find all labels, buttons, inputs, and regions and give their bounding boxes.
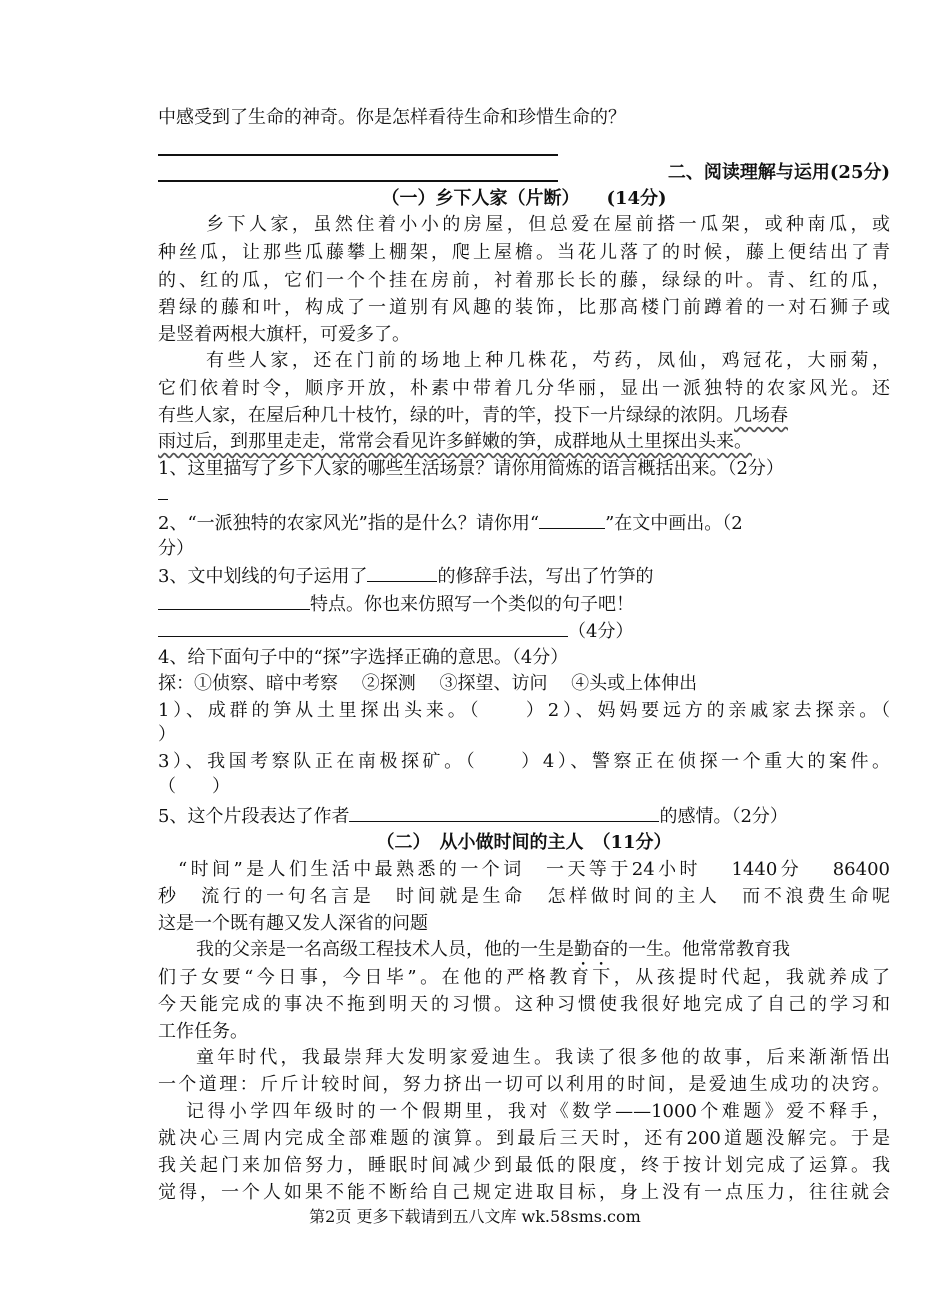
passage2-line: 这是一个既有趣又发人深省的问题 bbox=[158, 913, 428, 934]
intro-line: 中感受到了生命的神奇。你是怎样看待生命和珍惜生命的？ bbox=[158, 107, 626, 128]
question-4-items: 1）、成群的笋从土里探出头来。（ ）2）、妈妈要远方的亲戚家去探亲。（ bbox=[158, 700, 890, 721]
section-title: 二、阅读理解与运用(25分) bbox=[667, 162, 890, 183]
question-5-text: 5、这个片段表达了作者 bbox=[158, 806, 350, 827]
answer-blank-q1[interactable] bbox=[158, 499, 168, 500]
passage2-line: 一个道理：斤斤计较时间，努力挤出一切可以利用的时间，是爱迪生成功的决窍。 bbox=[158, 1074, 890, 1095]
question-5-text-end: 的感情。（2分） bbox=[659, 806, 788, 827]
passage2-text: 我的父亲是一名高级工程技术人员，他的一生是 bbox=[196, 939, 574, 960]
underlined-sentence-start: 几场春 bbox=[734, 405, 788, 426]
question-3-text-end: 特点。你也来仿照写一个类似的句子吧！ bbox=[310, 594, 634, 615]
answer-line-2 bbox=[158, 180, 558, 182]
feature-blank[interactable] bbox=[158, 591, 310, 610]
passage2-text-end: 的一生。他常常教育我 bbox=[610, 939, 790, 960]
question-4-options: 探：①侦察、暗中考察 ②探测 ③探望、访问 ④头或上体伸出 bbox=[158, 673, 698, 694]
question-4-items-wrap: ） bbox=[158, 724, 176, 745]
passage2-line: 秒 流行的一句名言是 时间就是生命 怎样做时间的主人 而不浪费生命呢 bbox=[158, 886, 890, 907]
question-3-line-2 bbox=[158, 591, 890, 618]
passage2-line: 童年时代，我最崇拜大发明家爱迪生。我读了很多他的故事，后来渐渐悟出 bbox=[196, 1047, 890, 1068]
underlined-sentence bbox=[158, 429, 890, 455]
question-3-text: 3、文中划线的句子运用了 bbox=[158, 566, 368, 587]
passage1-line: 它们依着时令，顺序开放，朴素中带着几分华丽，显出一派独特的农家风光。还 bbox=[158, 378, 890, 399]
underlined-sentence-end: 雨过后，到那里走走，常常会看见许多鲜嫩的笋，成群地从土里探出头来。 bbox=[158, 431, 752, 452]
feeling-blank[interactable] bbox=[349, 803, 659, 822]
emphasized-word: 勤奋 bbox=[574, 939, 610, 960]
passage2-line: 觉得，一个人如果不能不断给自己规定进取目标，身上没有一点压力，往往就会 bbox=[158, 1182, 890, 1203]
passage2-title: （二） 从小做时间的主人 （11分） bbox=[376, 832, 672, 853]
passage1-title: （一）乡下人家（片断） (14分) bbox=[381, 188, 667, 209]
passage1-line: 种丝瓜，让那些瓜藤攀上棚架，爬上屋檐。当花儿落了的时候，藤上便结出了青 bbox=[158, 242, 890, 263]
question-4-items-wrap: （ ） bbox=[158, 776, 230, 797]
question-2-text: 2、“一派独特的农家风光”指的是什么？请你用“ bbox=[158, 513, 540, 534]
page-footer: 第2页 更多下载请到五八文库 wk.58sms.com bbox=[309, 1207, 641, 1226]
passage1-line: 碧绿的藤和叶，构成了一道别有风趣的装饰，比那高楼门前蹲着的一对石狮子或 bbox=[158, 297, 890, 318]
passage2-line: 就决心三周内完成全部难题的演算。到最后三天时，还有200道题没解完。于是 bbox=[158, 1128, 890, 1149]
rhetoric-blank[interactable] bbox=[367, 563, 437, 582]
passage2-line: 记得小学四年级时的一个假期里，我对《数学——1000个难题》爱不释手， bbox=[186, 1101, 890, 1122]
passage1-line bbox=[158, 403, 890, 429]
question-4: 4、给下面句子中的“探”字选择正确的意思。（4分） bbox=[158, 647, 569, 668]
passage1-line: 有些人家，还在门前的场地上种几株花，芍药，凤仙，鸡冠花，大丽菊， bbox=[206, 350, 890, 371]
question-5 bbox=[158, 803, 890, 830]
question-2-score: 分） bbox=[158, 538, 194, 559]
passage2-line: “时间”是人们生活中最熟悉的一个词 一天等于24小时 1440分 86400 bbox=[178, 859, 890, 880]
passage1-line: 乡下人家，虽然住着小小的房屋，但总爱在屋前搭一瓜架，或种南瓜，或 bbox=[206, 214, 890, 235]
question-3 bbox=[158, 563, 890, 590]
answer-line-1 bbox=[158, 154, 558, 156]
imitation-sentence-blank[interactable] bbox=[158, 618, 568, 637]
question-2-text-end: ”在文中画出。（2 bbox=[605, 513, 743, 534]
passage2-line: 今天能完成的事决不拖到明天的习惯。这种习惯使我很好地完成了自己的学习和 bbox=[158, 994, 890, 1015]
passage1-line: 的、红的瓜，它们一个个挂在房前，衬着那长长的藤，绿绿的叶。青、红的瓜， bbox=[158, 270, 890, 291]
underline-mark-blank bbox=[539, 510, 605, 529]
passage1-line-text: 有些人家，在屋后种几十枝竹，绿的叶，青的竿，投下一片绿绿的浓阴。 bbox=[158, 405, 734, 426]
question-2 bbox=[158, 510, 890, 537]
passage1-line: 是竖着两根大旗杆，可爱多了。 bbox=[158, 324, 410, 345]
passage2-line: 们子女要“今日事，今日毕”。在他的严格教育下，从孩提时代起，我就养成了 bbox=[158, 967, 890, 988]
passage2-line: 工作任务。 bbox=[158, 1021, 248, 1042]
question-1: 1、这里描写了乡下人家的哪些生活场景？请你用简炼的语言概括出来。（2分） bbox=[158, 458, 784, 479]
question-3-text-mid: 的修辞手法，写出了竹笋的 bbox=[437, 566, 654, 587]
question-4-items: 3）、我国考察队正在南极探矿。（ ）4）、警察正在侦探一个重大的案件。 bbox=[158, 751, 890, 772]
passage2-line: 我关起门来加倍努力，睡眠时间减少到最低的限度，终于按计划完成了运算。我 bbox=[158, 1155, 890, 1176]
question-3-score: （4分） bbox=[568, 621, 634, 642]
question-3-line-3 bbox=[158, 618, 890, 645]
